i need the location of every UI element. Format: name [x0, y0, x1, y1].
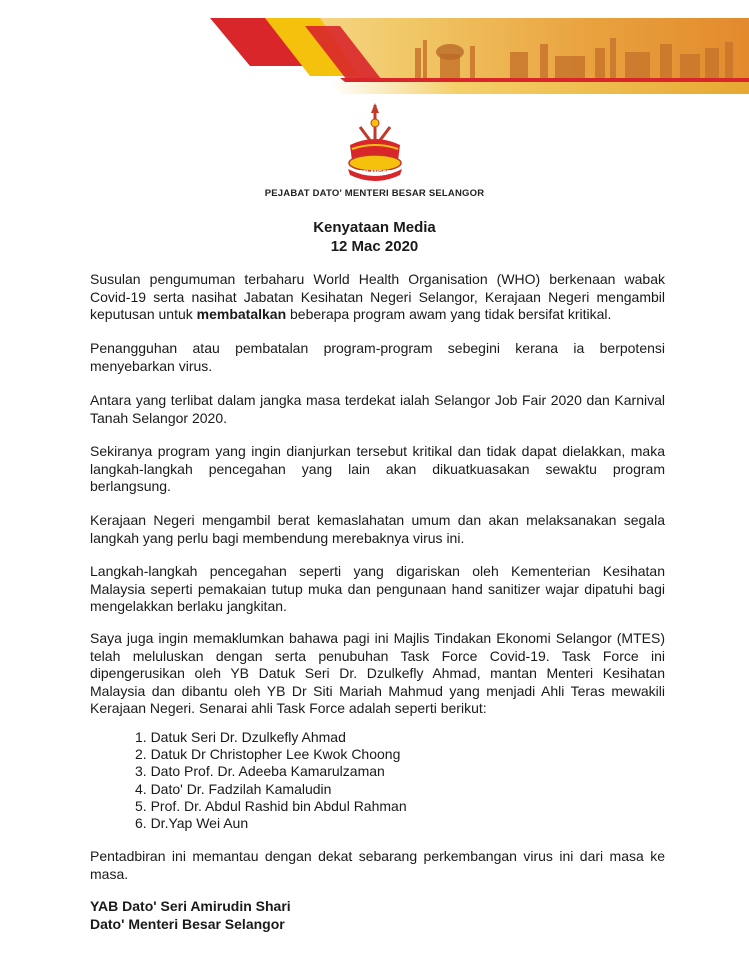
signatory-position: Dato' Menteri Besar Selangor: [90, 915, 285, 932]
paragraph-6: Langkah-langkah pencegahan seperti yang digariskan oleh Kementerian Kesihatan Malaysia seperti pemakaian tutup muka dan pengunaan hand sanitizer wajar dipatuhi bagi mengelakkan berlaku jangkitan.: [90, 563, 665, 615]
list-item: 3. Dato Prof. Dr. Adeeba Kamarulzaman: [135, 763, 385, 780]
crest-label: SELANGOR: [359, 170, 391, 176]
signature-block: [90, 898, 291, 933]
paragraph-8: Pentadbiran ini memantau dengan dekat sebarang perkembangan virus ini dari masa ke masa.: [90, 848, 665, 882]
p1-bold-text: membatalkan: [196, 306, 287, 323]
paragraph-7: Saya juga ingin memaklumkan bahawa pagi ini Majlis Tindakan Ekonomi Selangor (MTES) telah meluluskan dengan serta penubuhan Task Force Covid-19. Task Force ini dipengerusikan oleh YB Datuk Seri Dr. Dzulkefly Ahmad, mantan Menteri Kesihatan Malaysia dan dibantu oleh YB Dr Siti Mariah Mahmud yang menjadi Ahli Teras mewakili Kerajaan Negeri. Senarai ahli Task Force adalah seperti berikut:: [90, 630, 665, 717]
list-item: 1. Datuk Seri Dr. Dzulkefly Ahmad: [135, 729, 346, 745]
signatory-name: YAB Dato' Seri Amirudin Shari: [90, 898, 291, 914]
header-banner: [210, 18, 749, 94]
list-item: 2. Datuk Dr Christopher Lee Kwok Choong: [135, 746, 401, 763]
title-heading: Kenyataan Media: [313, 219, 436, 236]
list-item: 6. Dr.Yap Wei Aun: [135, 815, 249, 832]
task-force-member-list: [135, 729, 407, 832]
p1-text-end: beberapa program awam yang tidak bersifat kritikal.: [286, 306, 612, 323]
paragraph-2: Penangguhan atau pembatalan program-program sebegini kerana ia berpotensi menyebarkan virus.: [90, 340, 665, 374]
list-item: 4. Dato' Dr. Fadzilah Kamaludin: [135, 780, 332, 797]
document-title: [0, 218, 749, 256]
office-name: PEJABAT DATO' MENTERI BESAR SELANGOR: [264, 188, 485, 199]
paragraph-5: Kerajaan Negeri mengambil berat kemaslahatan umum dan akan melaksanakan segala langkah yang perlu bagi membendung merebaknya virus ini.: [90, 512, 665, 546]
list-item: 5. Prof. Dr. Abdul Rashid bin Abdul Rahman: [135, 797, 407, 814]
paragraph-3: Antara yang terlibat dalam jangka masa terdekat ialah Selangor Job Fair 2020 dan Karnival Tanah Selangor 2020.: [90, 392, 665, 426]
p1-text-start: Susulan pengumuman terbaharu World Health Organisation (WHO) berkenaan wabak Covid-19 serta nasihat Jabatan Kesihatan Negeri Selangor, Kerajaan Negeri mengambil keputusan untuk: [90, 271, 665, 323]
paragraph-1: [90, 271, 665, 324]
title-date: 12 Mac 2020: [330, 238, 419, 255]
paragraph-4: Sekiranya program yang ingin dianjurkan tersebut kritikal dan tidak dapat dielakkan, maka langkah-langkah pencegahan yang lain akan dikuatkuasakan sewaktu program berlangsung.: [90, 443, 665, 495]
